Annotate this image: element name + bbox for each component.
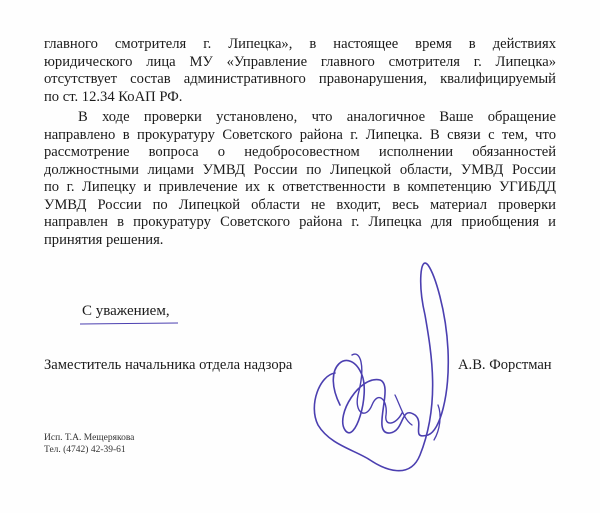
paragraph-conclusion <box>44 36 556 106</box>
text-line: рассмотрение вопроса о недобросовестном исполнении обязанностей <box>44 144 556 160</box>
text-line: направлен в прокуратуру Советского района г. Липецка для приобщения и <box>44 214 556 230</box>
text-line: принятия решения. <box>44 231 164 248</box>
signer-position: Заместитель начальника отдела надзора <box>44 357 293 373</box>
handwritten-signature <box>300 255 475 485</box>
text-line: направлено в прокуратуру Советского района г. Липецка. В связи с тем, что <box>44 126 556 143</box>
text-line: по ст. 12.34 КоАП РФ. <box>44 88 183 105</box>
text-line: УМВД России по Липецкой области не входит, весь материал проверки <box>44 196 556 213</box>
executor-phone: Тел. (4742) 42-39-61 <box>44 445 126 455</box>
signature-stroke <box>352 354 402 423</box>
text-line: должностными лицами УМВД России по Липецкой области, УМВД России <box>44 161 556 178</box>
closing-salutation: С уважением, <box>82 303 170 319</box>
text-line: юридического лица МУ «Управление главного смотрителя г. Липецка» <box>44 53 556 70</box>
paragraph-findings <box>44 109 556 249</box>
signature-stroke <box>314 263 448 471</box>
text-line: В ходе проверки установлено, что аналогичное Ваше обращение <box>78 109 556 125</box>
signer-name: А.В. Форстман <box>458 357 552 373</box>
text-line: отсутствует состав административного правонарушения, квалифицируемый <box>44 71 556 87</box>
text-line: по г. Липецку и привлечение их к ответственности в компетенцию УГИБДД <box>44 179 556 195</box>
handwritten-underline <box>80 322 178 324</box>
text-line: главного смотрителя г. Липецка», в настоящее время в действиях <box>44 36 556 52</box>
executor-name: Исп. Т.А. Мещерякова <box>44 433 135 443</box>
